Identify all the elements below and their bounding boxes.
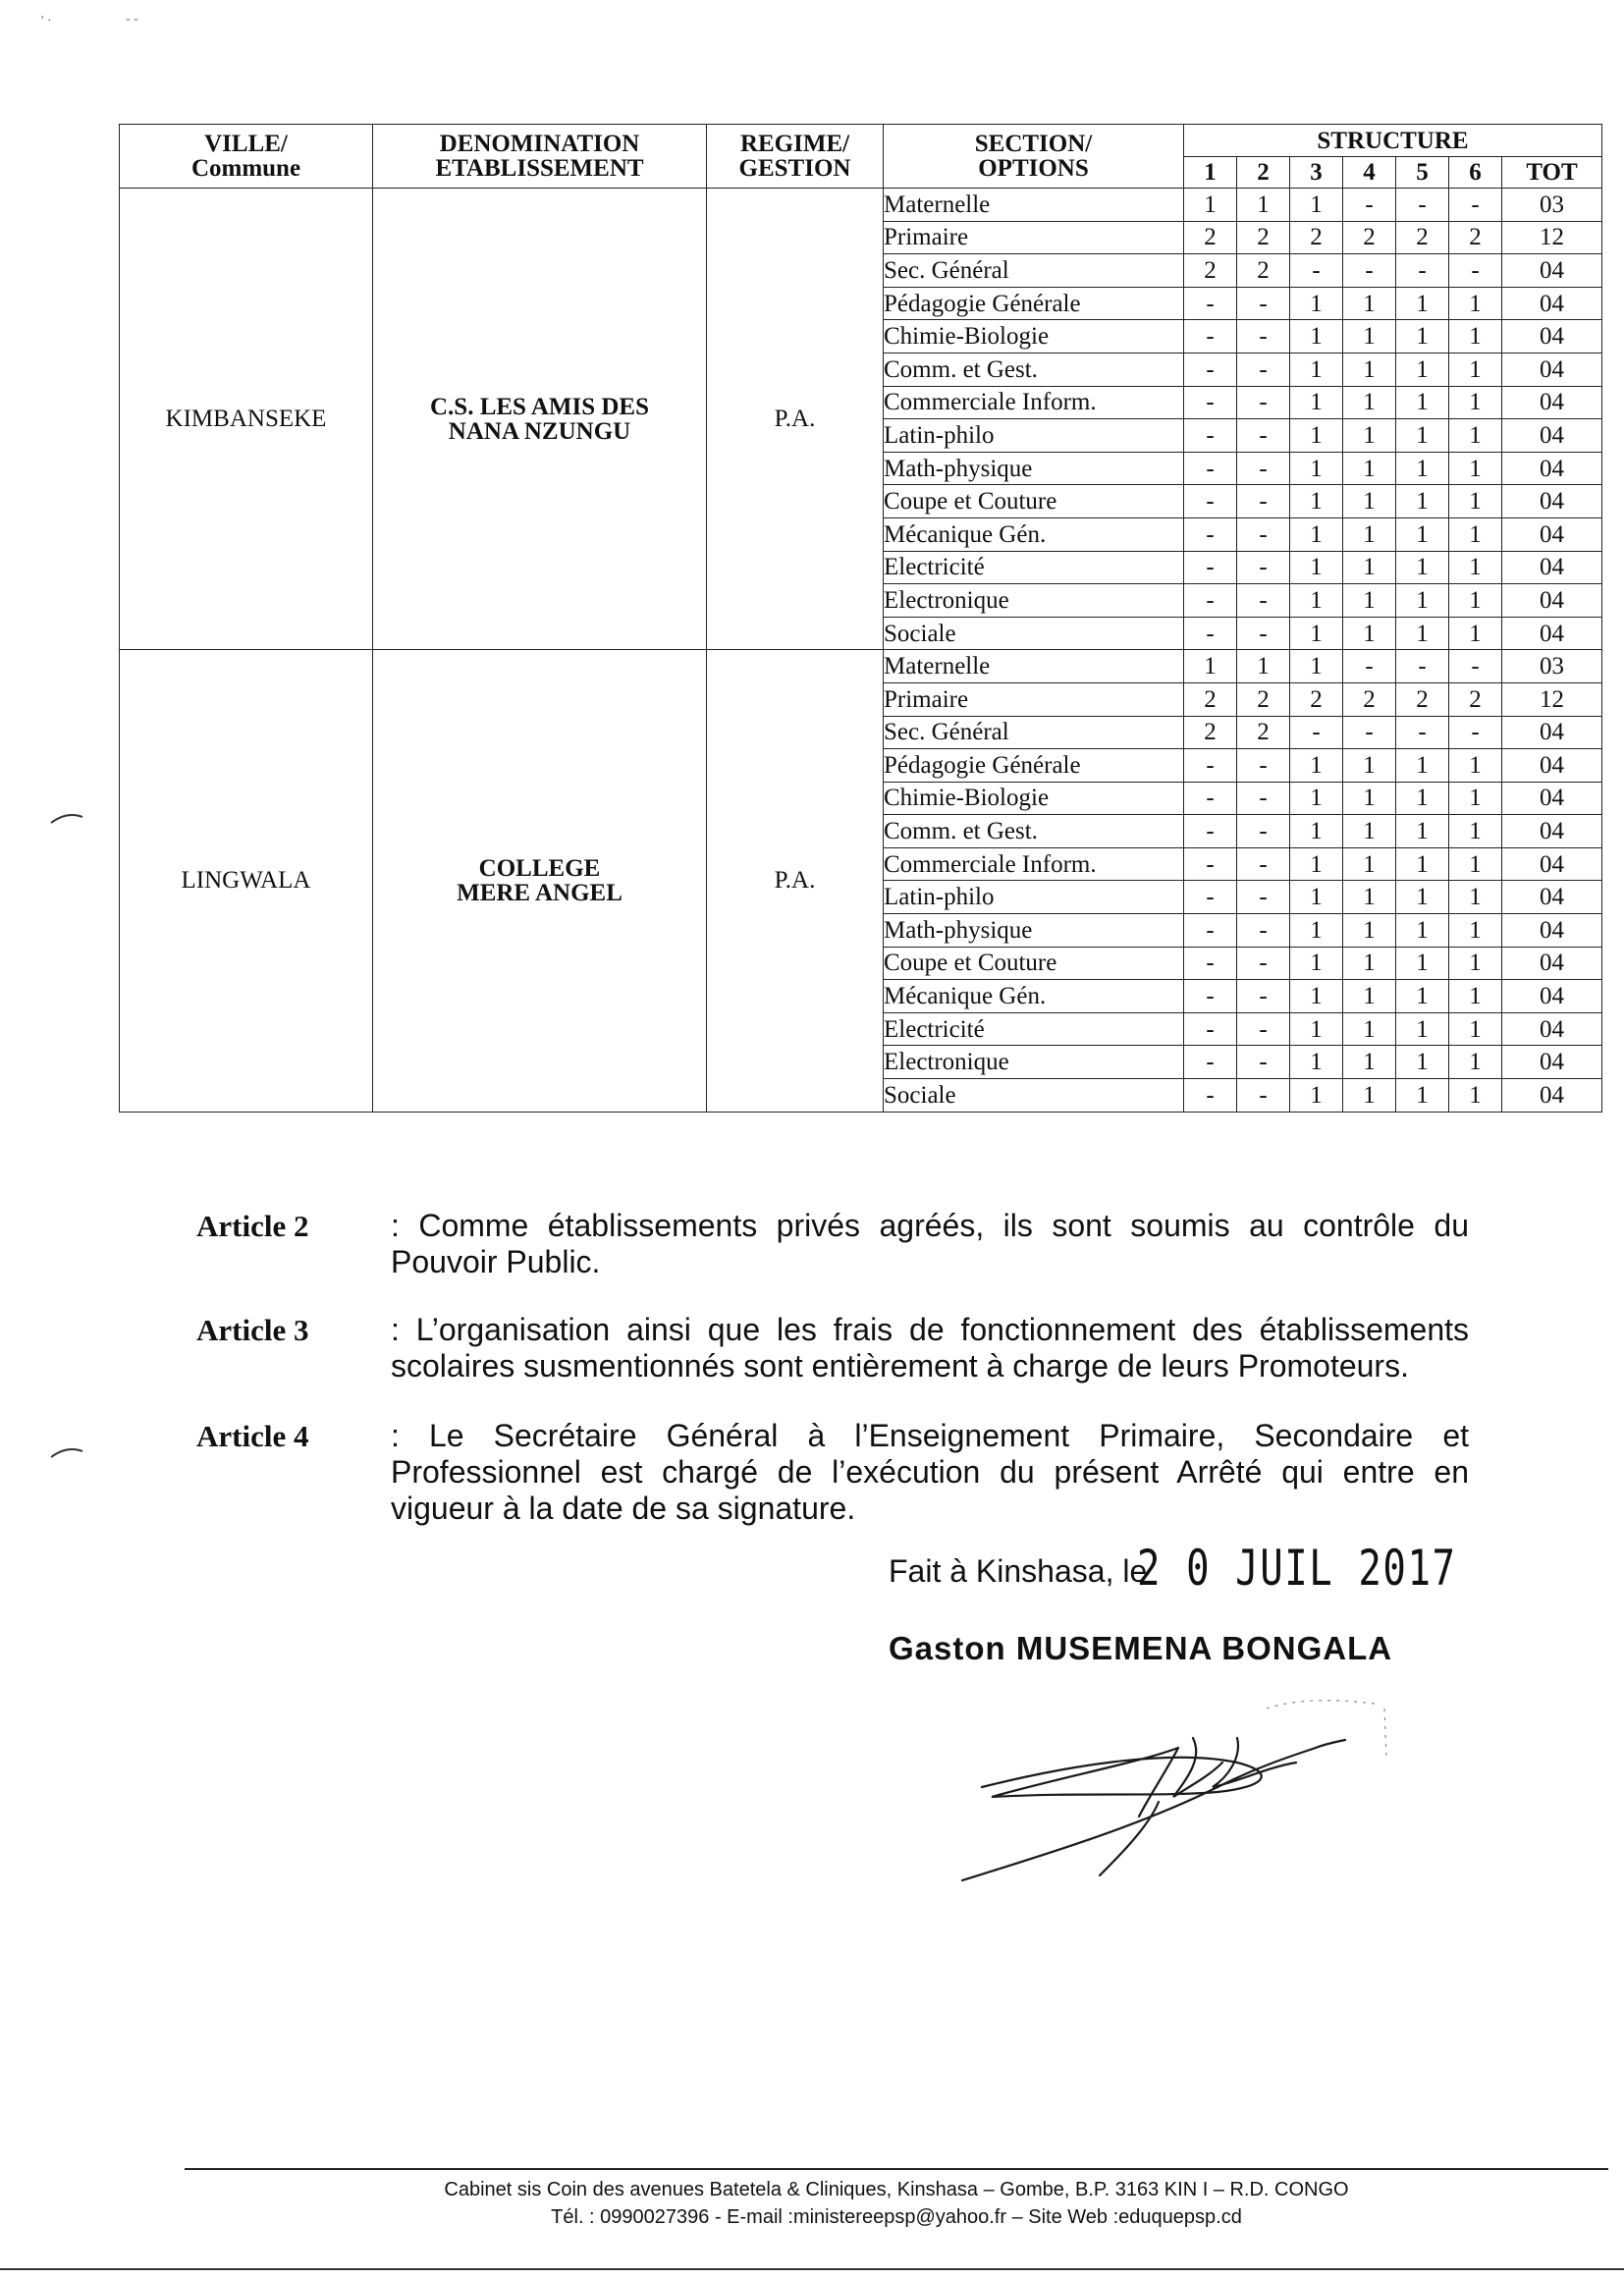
class-count-cell: - (1237, 386, 1290, 419)
class-count-cell: 2 (1237, 221, 1290, 254)
class-count-cell: 1 (1290, 847, 1343, 881)
class-count-cell: 1 (1449, 1079, 1502, 1113)
article-4 (196, 1418, 1473, 1536)
class-count-cell: - (1184, 517, 1237, 551)
class-count-cell: - (1237, 947, 1290, 980)
class-count-cell: 1 (1449, 287, 1502, 320)
total-cell: 04 (1502, 353, 1602, 386)
class-count-cell: 1 (1449, 551, 1502, 584)
school-name-line: COLLEGE (478, 854, 601, 882)
header-col-2: 2 (1237, 157, 1290, 189)
class-count-cell: 1 (1343, 1079, 1396, 1113)
class-count-cell: - (1237, 320, 1290, 353)
section-cell: Coupe et Couture (884, 947, 1184, 980)
class-count-cell: 1 (1290, 650, 1343, 683)
class-count-cell: 2 (1396, 682, 1449, 716)
class-count-cell: 1 (1343, 815, 1396, 848)
class-count-cell: 1 (1290, 287, 1343, 320)
section-cell: Commerciale Inform. (884, 386, 1184, 419)
class-count-cell: 1 (1343, 914, 1396, 948)
class-count-cell: - (1184, 1046, 1237, 1079)
class-count-cell: 1 (1343, 386, 1396, 419)
class-count-cell: 1 (1343, 584, 1396, 618)
section-cell: Maternelle (884, 189, 1184, 222)
header-col-3: 3 (1290, 157, 1343, 189)
page-bottom-edge (0, 2268, 1624, 2270)
class-count-cell: 1 (1237, 650, 1290, 683)
total-cell: 04 (1502, 914, 1602, 948)
class-count-cell: 1 (1290, 617, 1343, 650)
total-cell: 04 (1502, 617, 1602, 650)
class-count-cell: - (1237, 551, 1290, 584)
class-count-cell: 1 (1343, 452, 1396, 485)
class-count-cell: 1 (1290, 189, 1343, 222)
total-cell: 04 (1502, 485, 1602, 518)
class-count-cell: - (1184, 617, 1237, 650)
class-count-cell: - (1237, 353, 1290, 386)
class-count-cell: 1 (1449, 1046, 1502, 1079)
section-cell: Sociale (884, 617, 1184, 650)
class-count-cell: - (1184, 749, 1237, 783)
class-count-cell: 2 (1184, 221, 1237, 254)
section-cell: Comm. et Gest. (884, 353, 1184, 386)
class-count-cell: - (1237, 847, 1290, 881)
footer-rule (185, 2168, 1608, 2170)
class-count-cell: 1 (1290, 485, 1343, 518)
class-count-cell: 1 (1184, 189, 1237, 222)
total-cell: 04 (1502, 386, 1602, 419)
total-cell: 12 (1502, 221, 1602, 254)
class-count-cell: 1 (1449, 584, 1502, 618)
total-cell: 04 (1502, 749, 1602, 783)
class-count-cell: 1 (1343, 1012, 1396, 1046)
total-cell: 04 (1502, 1012, 1602, 1046)
article-text: : Le Secrétaire Général à l’Enseignement Primaire, Secondaire et Professionnel est chargé de l’exécution du présent Arrêté qui entre en vigueur à la date de sa signature. (391, 1418, 1469, 1526)
class-count-cell: - (1184, 353, 1237, 386)
class-count-cell: - (1184, 584, 1237, 618)
class-count-cell: 1 (1290, 584, 1343, 618)
school-name-line: C.S. LES AMIS DES (430, 393, 649, 420)
class-count-cell: 2 (1237, 682, 1290, 716)
class-count-cell: 1 (1396, 485, 1449, 518)
class-count-cell: 2 (1184, 682, 1237, 716)
date-stamp: 2 0 JUIL 2017 (1137, 1540, 1457, 1597)
total-cell: 04 (1502, 452, 1602, 485)
class-count-cell: 1 (1237, 189, 1290, 222)
class-count-cell: - (1237, 452, 1290, 485)
section-cell: Maternelle (884, 650, 1184, 683)
class-count-cell: 1 (1290, 1079, 1343, 1113)
class-count-cell: 2 (1343, 682, 1396, 716)
class-count-cell: - (1184, 320, 1237, 353)
class-count-cell: 1 (1449, 947, 1502, 980)
class-count-cell: - (1237, 485, 1290, 518)
table-row (120, 650, 1602, 683)
class-count-cell: 1 (1396, 353, 1449, 386)
class-count-cell: 1 (1290, 881, 1343, 914)
class-count-cell: 1 (1449, 419, 1502, 453)
section-cell: Sec. Général (884, 716, 1184, 749)
class-count-cell: 2 (1290, 682, 1343, 716)
section-cell: Comm. et Gest. (884, 815, 1184, 848)
article-label: Article 4 (196, 1419, 309, 1453)
class-count-cell: - (1290, 716, 1343, 749)
total-cell: 03 (1502, 189, 1602, 222)
class-count-cell: - (1237, 815, 1290, 848)
class-count-cell: 2 (1343, 221, 1396, 254)
class-count-cell: 1 (1396, 947, 1449, 980)
total-cell: 04 (1502, 320, 1602, 353)
section-cell: Mécanique Gén. (884, 517, 1184, 551)
class-count-cell: 1 (1449, 881, 1502, 914)
total-cell: 04 (1502, 815, 1602, 848)
regime-cell: P.A. (707, 189, 884, 650)
class-count-cell: 1 (1290, 749, 1343, 783)
class-count-cell: - (1237, 914, 1290, 948)
class-count-cell: 1 (1396, 815, 1449, 848)
class-count-cell: 1 (1290, 386, 1343, 419)
section-cell: Pédagogie Générale (884, 287, 1184, 320)
class-count-cell: 1 (1184, 650, 1237, 683)
class-count-cell: - (1184, 782, 1237, 815)
class-count-cell: 1 (1290, 914, 1343, 948)
section-cell: Primaire (884, 682, 1184, 716)
class-count-cell: 2 (1449, 221, 1502, 254)
article-3 (196, 1312, 1473, 1390)
footer-address: Cabinet sis Coin des avenues Batetela & Cliniques, Kinshasa – Gombe, B.P. 3163 KIN I – R.D. CONGO (444, 2179, 1349, 2200)
class-count-cell: 1 (1396, 287, 1449, 320)
class-count-cell: 1 (1343, 287, 1396, 320)
class-count-cell: - (1184, 386, 1237, 419)
section-cell: Commerciale Inform. (884, 847, 1184, 881)
class-count-cell: - (1396, 254, 1449, 288)
class-count-cell: 1 (1396, 551, 1449, 584)
class-count-cell: - (1184, 419, 1237, 453)
class-count-cell: - (1184, 287, 1237, 320)
header-regime: REGIME/ GESTION (707, 125, 884, 189)
class-count-cell: 1 (1449, 782, 1502, 815)
section-cell: Latin-philo (884, 881, 1184, 914)
class-count-cell: - (1184, 815, 1237, 848)
class-count-cell: 1 (1290, 980, 1343, 1013)
margin-mark (49, 809, 84, 831)
class-count-cell: - (1237, 584, 1290, 618)
class-count-cell: - (1237, 617, 1290, 650)
section-cell: Electricité (884, 1012, 1184, 1046)
header-col-1: 1 (1184, 157, 1237, 189)
class-count-cell: 1 (1449, 353, 1502, 386)
class-count-cell: 1 (1449, 980, 1502, 1013)
total-cell: 04 (1502, 551, 1602, 584)
section-cell: Chimie-Biologie (884, 320, 1184, 353)
class-count-cell: 1 (1396, 452, 1449, 485)
class-count-cell: 1 (1343, 782, 1396, 815)
total-cell: 04 (1502, 584, 1602, 618)
class-count-cell: 1 (1290, 452, 1343, 485)
total-cell: 03 (1502, 650, 1602, 683)
class-count-cell: - (1184, 485, 1237, 518)
section-cell: Electricité (884, 551, 1184, 584)
class-count-cell: 1 (1396, 881, 1449, 914)
class-count-cell: 2 (1237, 716, 1290, 749)
class-count-cell: - (1449, 716, 1502, 749)
class-count-cell: - (1343, 716, 1396, 749)
class-count-cell: 1 (1290, 353, 1343, 386)
total-cell: 04 (1502, 1079, 1602, 1113)
class-count-cell: - (1237, 1012, 1290, 1046)
total-cell: 04 (1502, 847, 1602, 881)
class-count-cell: - (1237, 782, 1290, 815)
class-count-cell: 1 (1449, 452, 1502, 485)
class-count-cell: - (1396, 716, 1449, 749)
section-cell: Pédagogie Générale (884, 749, 1184, 783)
class-count-cell: 1 (1449, 485, 1502, 518)
class-count-cell: 1 (1396, 1079, 1449, 1113)
class-count-cell: - (1184, 980, 1237, 1013)
place-of-signature: Fait à Kinshasa, le (889, 1553, 1148, 1589)
class-count-cell: - (1449, 254, 1502, 288)
section-cell: Electronique (884, 584, 1184, 618)
section-cell: Mécanique Gén. (884, 980, 1184, 1013)
class-count-cell: 1 (1343, 617, 1396, 650)
total-cell: 04 (1502, 1046, 1602, 1079)
class-count-cell: 1 (1396, 584, 1449, 618)
class-count-cell: 1 (1290, 947, 1343, 980)
article-text: : L’organisation ainsi que les frais de fonctionnement des établissements scolaires susmentionnés sont entièrement à charge de leurs Promoteurs. (391, 1312, 1469, 1384)
class-count-cell: 1 (1290, 517, 1343, 551)
class-count-cell: - (1237, 1079, 1290, 1113)
total-cell: 04 (1502, 254, 1602, 288)
signer-name: Gaston MUSEMENA BONGALA (889, 1630, 1393, 1666)
article-text: : Comme établissements privés agréés, ils sont soumis au contrôle du Pouvoir Public. (391, 1208, 1469, 1279)
class-count-cell: 1 (1343, 485, 1396, 518)
class-count-cell: 1 (1396, 386, 1449, 419)
class-count-cell: 1 (1343, 1046, 1396, 1079)
class-count-cell: - (1290, 254, 1343, 288)
header-col-4: 4 (1343, 157, 1396, 189)
class-count-cell: 1 (1396, 1012, 1449, 1046)
class-count-cell: - (1396, 650, 1449, 683)
total-cell: 04 (1502, 716, 1602, 749)
class-count-cell: 1 (1290, 1046, 1343, 1079)
class-count-cell: 1 (1290, 815, 1343, 848)
class-count-cell: - (1237, 419, 1290, 453)
class-count-cell: 1 (1343, 353, 1396, 386)
class-count-cell: 1 (1396, 320, 1449, 353)
class-count-cell: - (1237, 287, 1290, 320)
class-count-cell: 2 (1237, 254, 1290, 288)
section-cell: Coupe et Couture (884, 485, 1184, 518)
section-cell: Math-physique (884, 914, 1184, 948)
section-cell: Sec. Général (884, 254, 1184, 288)
class-count-cell: - (1184, 551, 1237, 584)
class-count-cell: - (1343, 650, 1396, 683)
header-structure: STRUCTURE (1184, 125, 1602, 157)
class-count-cell: 2 (1290, 221, 1343, 254)
class-count-cell: 1 (1396, 782, 1449, 815)
header-col-6: 6 (1449, 157, 1502, 189)
article-label: Article 2 (196, 1209, 309, 1243)
regime-cell: P.A. (707, 650, 884, 1112)
class-count-cell: 2 (1184, 716, 1237, 749)
class-count-cell: - (1184, 1012, 1237, 1046)
class-count-cell: - (1184, 881, 1237, 914)
section-cell: Primaire (884, 221, 1184, 254)
school-name-cell (373, 189, 707, 650)
class-count-cell: - (1184, 452, 1237, 485)
class-count-cell: 1 (1290, 1012, 1343, 1046)
class-count-cell: 1 (1396, 847, 1449, 881)
class-count-cell: 1 (1290, 782, 1343, 815)
section-cell: Latin-philo (884, 419, 1184, 453)
footer-contact: Tél. : 0990027396 - E-mail :ministereepsp@yahoo.fr – Site Web :eduquepsp.cd (551, 2206, 1242, 2228)
total-cell: 04 (1502, 881, 1602, 914)
article-label: Article 3 (196, 1313, 309, 1347)
margin-mark (49, 1443, 84, 1465)
class-count-cell: 1 (1449, 1012, 1502, 1046)
table-row (120, 189, 1602, 222)
class-count-cell: - (1184, 1079, 1237, 1113)
class-count-cell: 1 (1290, 320, 1343, 353)
header-col-tot: TOT (1502, 157, 1602, 189)
scan-speck: ' · (41, 14, 52, 28)
class-count-cell: - (1449, 189, 1502, 222)
class-count-cell: - (1396, 189, 1449, 222)
class-count-cell: 1 (1449, 517, 1502, 551)
commune-cell: LINGWALA (120, 650, 373, 1112)
total-cell: 04 (1502, 947, 1602, 980)
footer (185, 2176, 1608, 2231)
school-name-line: MERE ANGEL (457, 879, 623, 906)
class-count-cell: - (1449, 650, 1502, 683)
total-cell: 04 (1502, 517, 1602, 551)
header-ville-commune: VILLE/ Commune (120, 125, 373, 189)
school-name-cell (373, 650, 707, 1112)
class-count-cell: 1 (1343, 517, 1396, 551)
header-col-5: 5 (1396, 157, 1449, 189)
class-count-cell: 1 (1449, 914, 1502, 948)
class-count-cell: 1 (1343, 320, 1396, 353)
total-cell: 04 (1502, 287, 1602, 320)
class-count-cell: 1 (1396, 914, 1449, 948)
class-count-cell: 1 (1343, 881, 1396, 914)
scan-speck: - - (126, 12, 138, 27)
class-count-cell: 1 (1396, 419, 1449, 453)
class-count-cell: 1 (1449, 847, 1502, 881)
section-cell: Sociale (884, 1079, 1184, 1113)
commune-cell: KIMBANSEKE (120, 189, 373, 650)
class-count-cell: 1 (1343, 551, 1396, 584)
class-count-cell: 1 (1343, 419, 1396, 453)
class-count-cell: - (1184, 947, 1237, 980)
section-cell: Electronique (884, 1046, 1184, 1079)
class-count-cell: 1 (1449, 815, 1502, 848)
class-count-cell: 1 (1449, 386, 1502, 419)
class-count-cell: 1 (1396, 980, 1449, 1013)
class-count-cell: 1 (1449, 320, 1502, 353)
class-count-cell: 1 (1396, 617, 1449, 650)
section-cell: Math-physique (884, 452, 1184, 485)
class-count-cell: 1 (1449, 617, 1502, 650)
class-count-cell: 1 (1449, 749, 1502, 783)
schools-structure-table (119, 124, 1602, 1113)
class-count-cell: 2 (1184, 254, 1237, 288)
class-count-cell: - (1184, 914, 1237, 948)
header-section: SECTION/ OPTIONS (884, 125, 1184, 189)
school-name-line: NANA NZUNGU (448, 417, 631, 445)
class-count-cell: 1 (1290, 551, 1343, 584)
class-count-cell: - (1237, 749, 1290, 783)
class-count-cell: - (1343, 189, 1396, 222)
class-count-cell: 2 (1449, 682, 1502, 716)
class-count-cell: 1 (1343, 749, 1396, 783)
class-count-cell: - (1184, 847, 1237, 881)
table-body (120, 189, 1602, 1113)
class-count-cell: 1 (1396, 749, 1449, 783)
total-cell: 04 (1502, 980, 1602, 1013)
article-2 (196, 1208, 1473, 1286)
handwritten-signature (943, 1669, 1434, 1905)
header-denomination: DENOMINATION ETABLISSEMENT (373, 125, 707, 189)
total-cell: 12 (1502, 682, 1602, 716)
class-count-cell: 1 (1290, 419, 1343, 453)
class-count-cell: 1 (1343, 947, 1396, 980)
class-count-cell: - (1237, 980, 1290, 1013)
class-count-cell: - (1237, 881, 1290, 914)
class-count-cell: 1 (1396, 1046, 1449, 1079)
class-count-cell: - (1237, 517, 1290, 551)
total-cell: 04 (1502, 782, 1602, 815)
class-count-cell: 1 (1396, 517, 1449, 551)
class-count-cell: 1 (1343, 980, 1396, 1013)
section-cell: Chimie-Biologie (884, 782, 1184, 815)
class-count-cell: 2 (1396, 221, 1449, 254)
class-count-cell: 1 (1343, 847, 1396, 881)
total-cell: 04 (1502, 419, 1602, 453)
class-count-cell: - (1343, 254, 1396, 288)
class-count-cell: - (1237, 1046, 1290, 1079)
